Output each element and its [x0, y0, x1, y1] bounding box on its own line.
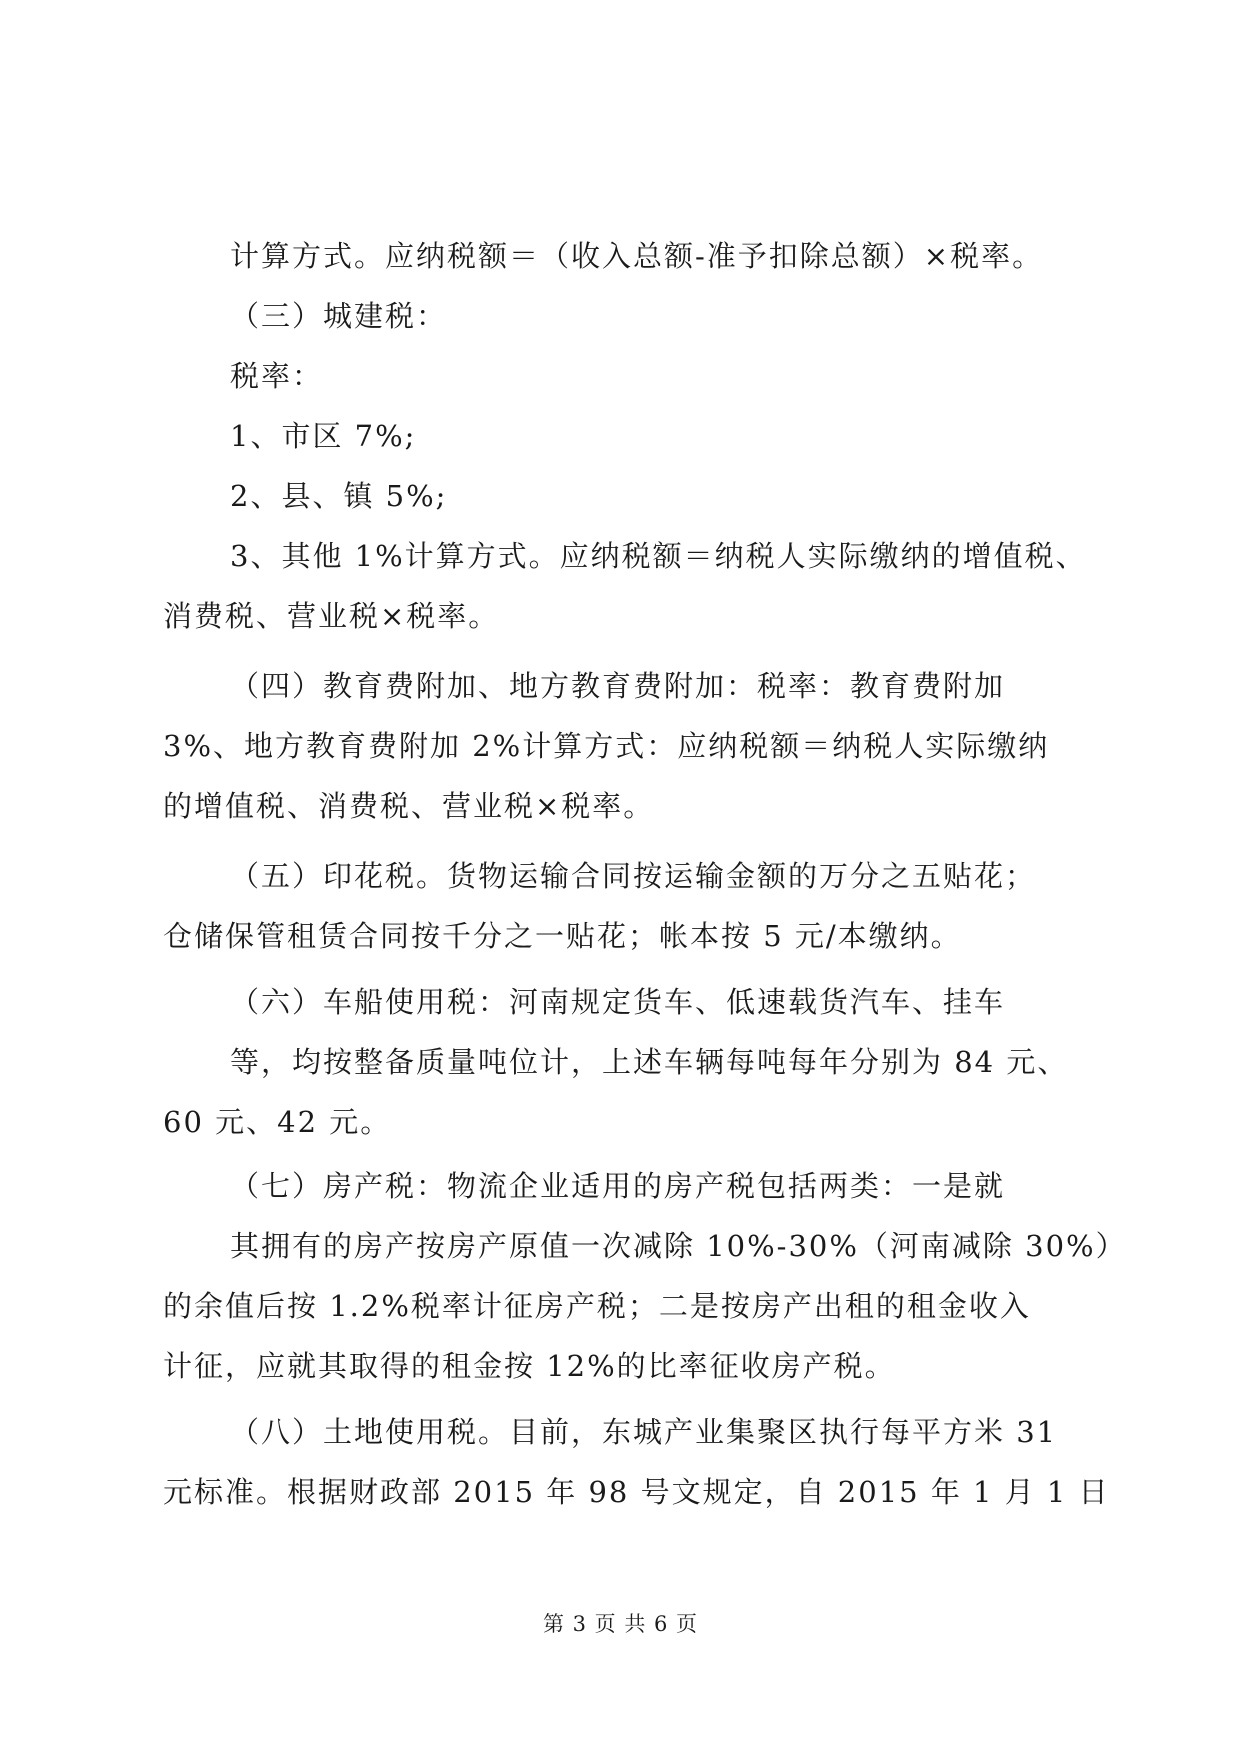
text-line-7: 消费税、营业税×税率。 [163, 599, 500, 633]
section-heading-6: （六）车船使用税：河南规定货车、低速载货汽车、挂车 [230, 985, 1006, 1019]
text-line-10: 的增值税、消费税、营业税×税率。 [163, 789, 655, 823]
list-item-1: 1、市区 7%; [230, 419, 417, 453]
text-line-14: 等，均按整备质量吨位计，上述车辆每吨每年分别为 84 元、 [230, 1045, 1069, 1079]
section-heading-4: （四）教育费附加、地方教育费附加：税率：教育费附加 [230, 669, 1006, 703]
section-heading-7: （七）房产税：物流企业适用的房产税包括两类：一是就 [230, 1169, 1006, 1203]
section-heading-5: （五）印花税。货物运输合同按运输金额的万分之五贴花； [230, 859, 1037, 893]
text-line-1: 计算方式。应纳税额＝（收入总额-准予扣除总额）×税率。 [230, 239, 1044, 273]
list-item-3: 3、其他 1%计算方式。应纳税额＝纳税人实际缴纳的增值税、 [230, 539, 1087, 573]
text-line-15: 60 元、42 元。 [163, 1105, 392, 1139]
text-line-9: 3%、地方教育费附加 2%计算方式：应纳税额＝纳税人实际缴纳 [163, 729, 1050, 763]
text-line-12: 仓储保管租赁合同按千分之一贴花；帐本按 5 元/本缴纳。 [163, 919, 962, 953]
text-line-21: 元标准。根据财政部 2015 年 98 号文规定，自 2015 年 1 月 1 日 [163, 1475, 1110, 1509]
page-footer: 第 3 页 共 6 页 [542, 1612, 699, 1636]
text-line-19: 计征，应就其取得的租金按 12%的比率征收房产税。 [163, 1349, 896, 1383]
text-line-18: 的余值后按 1.2%税率计征房产税；二是按房产出租的租金收入 [163, 1289, 1031, 1323]
section-heading-3: （三）城建税： [230, 299, 448, 333]
section-heading-8: （八）土地使用税。目前，东城产业集聚区执行每平方米 31 [230, 1415, 1058, 1449]
text-line-3: 税率： [230, 359, 324, 393]
list-item-2: 2、县、镇 5%; [230, 479, 448, 513]
text-line-17: 其拥有的房产按房产原值一次减除 10%-30%（河南减除 30%） [230, 1229, 1127, 1263]
